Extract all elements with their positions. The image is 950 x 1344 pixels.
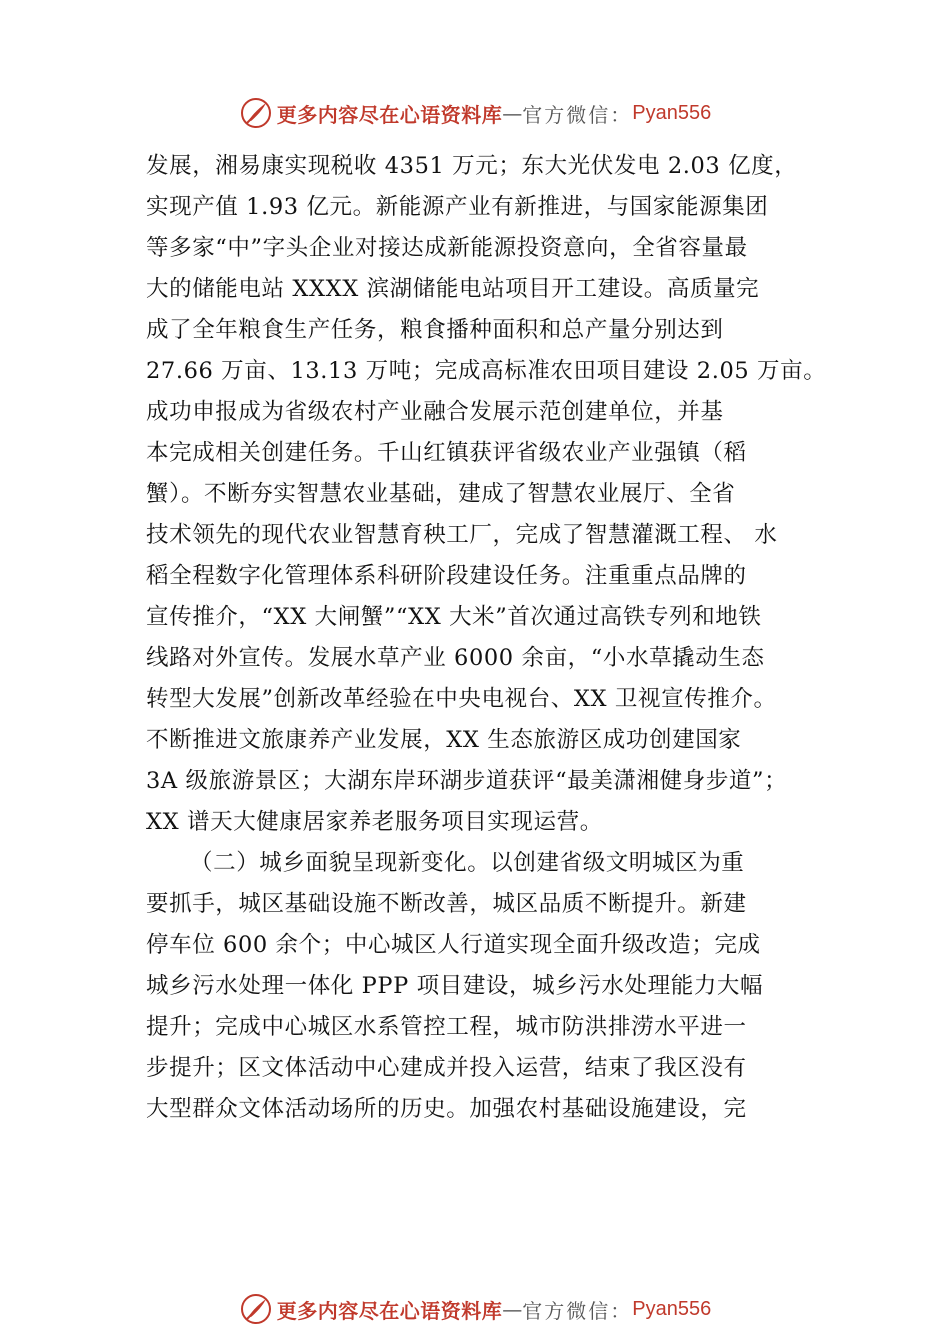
header-watermark <box>0 93 950 133</box>
text-line: 宣传推介，“XX 大闸蟹”“XX 大米”首次通过高铁专列和地铁 <box>146 604 762 630</box>
text-line: 线路对外宣传。发展水草产业 6000 余亩，“小水草撬动生态 <box>146 645 765 671</box>
watermark-account: Pyan556 <box>632 1297 712 1320</box>
text-line: 不断推进文旅康养产业发展，XX 生态旅游区成功创建国家 <box>146 727 742 753</box>
footer-watermark <box>0 1289 950 1329</box>
quill-logo-icon <box>239 96 273 130</box>
text-line: 停车位 600 余个；中心城区人行道实现全面升级改造；完成 <box>146 932 761 958</box>
text-line: 3A 级旅游景区；大湖东岸环湖步道获评“最美潇湘健身步道”； <box>146 768 788 794</box>
quill-logo-icon <box>239 1292 273 1326</box>
text-line: 要抓手，城区基础设施不断改善，城区品质不断提升。新建 <box>146 891 747 917</box>
text-line: 大型群众文体活动场所的历史。加强农村基础设施建设，完 <box>146 1096 747 1122</box>
text-line: 提升；完成中心城区水系管控工程，城市防洪排涝水平进一 <box>146 1014 747 1040</box>
section-heading-line: （二）城乡面貌呈现新变化。以创建省级文明城区为重 <box>190 850 745 876</box>
text-line: 等多家“中”字头企业对接达成新能源投资意向，全省容量最 <box>146 235 748 261</box>
text-line: 27.66 万亩、13.13 万吨；完成高标准农田项目建设 2.05 万亩。 <box>146 358 827 384</box>
watermark-separator: — <box>502 101 523 125</box>
watermark-official: 官方微信： <box>522 102 633 127</box>
watermark-official: 官方微信： <box>522 1298 633 1323</box>
watermark-brand: 更多内容尽在心语资料库 <box>276 1298 503 1323</box>
document-body <box>146 146 826 1130</box>
text-line: 成了全年粮食生产任务，粮食播种面积和总产量分别达到 <box>146 317 724 343</box>
text-line: 转型大发展”创新改革经验在中央电视台、XX 卫视宣传推介。 <box>146 686 777 712</box>
text-line: 实现产值 1.93 亿元。新能源产业有新推进，与国家能源集团 <box>146 194 769 220</box>
text-line: 发展，湘易康实现税收 4351 万元；东大光伏发电 2.03 亿度， <box>146 153 798 179</box>
text-line: 技术领先的现代农业智慧育秧工厂，完成了智慧灌溉工程、 水 <box>146 522 778 548</box>
text-line: 蟹）。不断夯实智慧农业基础，建成了智慧农业展厅、全省 <box>146 481 736 507</box>
text-line: 本完成相关创建任务。千山红镇获评省级农业产业强镇（稻 <box>146 440 747 466</box>
watermark-brand: 更多内容尽在心语资料库 <box>276 102 503 127</box>
watermark-separator: — <box>502 1297 523 1321</box>
text-line: 稻全程数字化管理体系科研阶段建设任务。注重重点品牌的 <box>146 563 747 589</box>
text-line: 城乡污水处理一体化 PPP 项目建设，城乡污水处理能力大幅 <box>146 973 764 999</box>
text-line: 成功申报成为省级农村产业融合发展示范创建单位，并基 <box>146 399 724 425</box>
text-line: XX 谱天大健康居家养老服务项目实现运营。 <box>146 809 603 835</box>
watermark-account: Pyan556 <box>632 101 712 124</box>
text-line: 步提升；区文体活动中心建成并投入运营，结束了我区没有 <box>146 1055 747 1081</box>
text-line: 大的储能电站 XXXX 滨湖储能电站项目开工建设。高质量完 <box>146 276 760 302</box>
